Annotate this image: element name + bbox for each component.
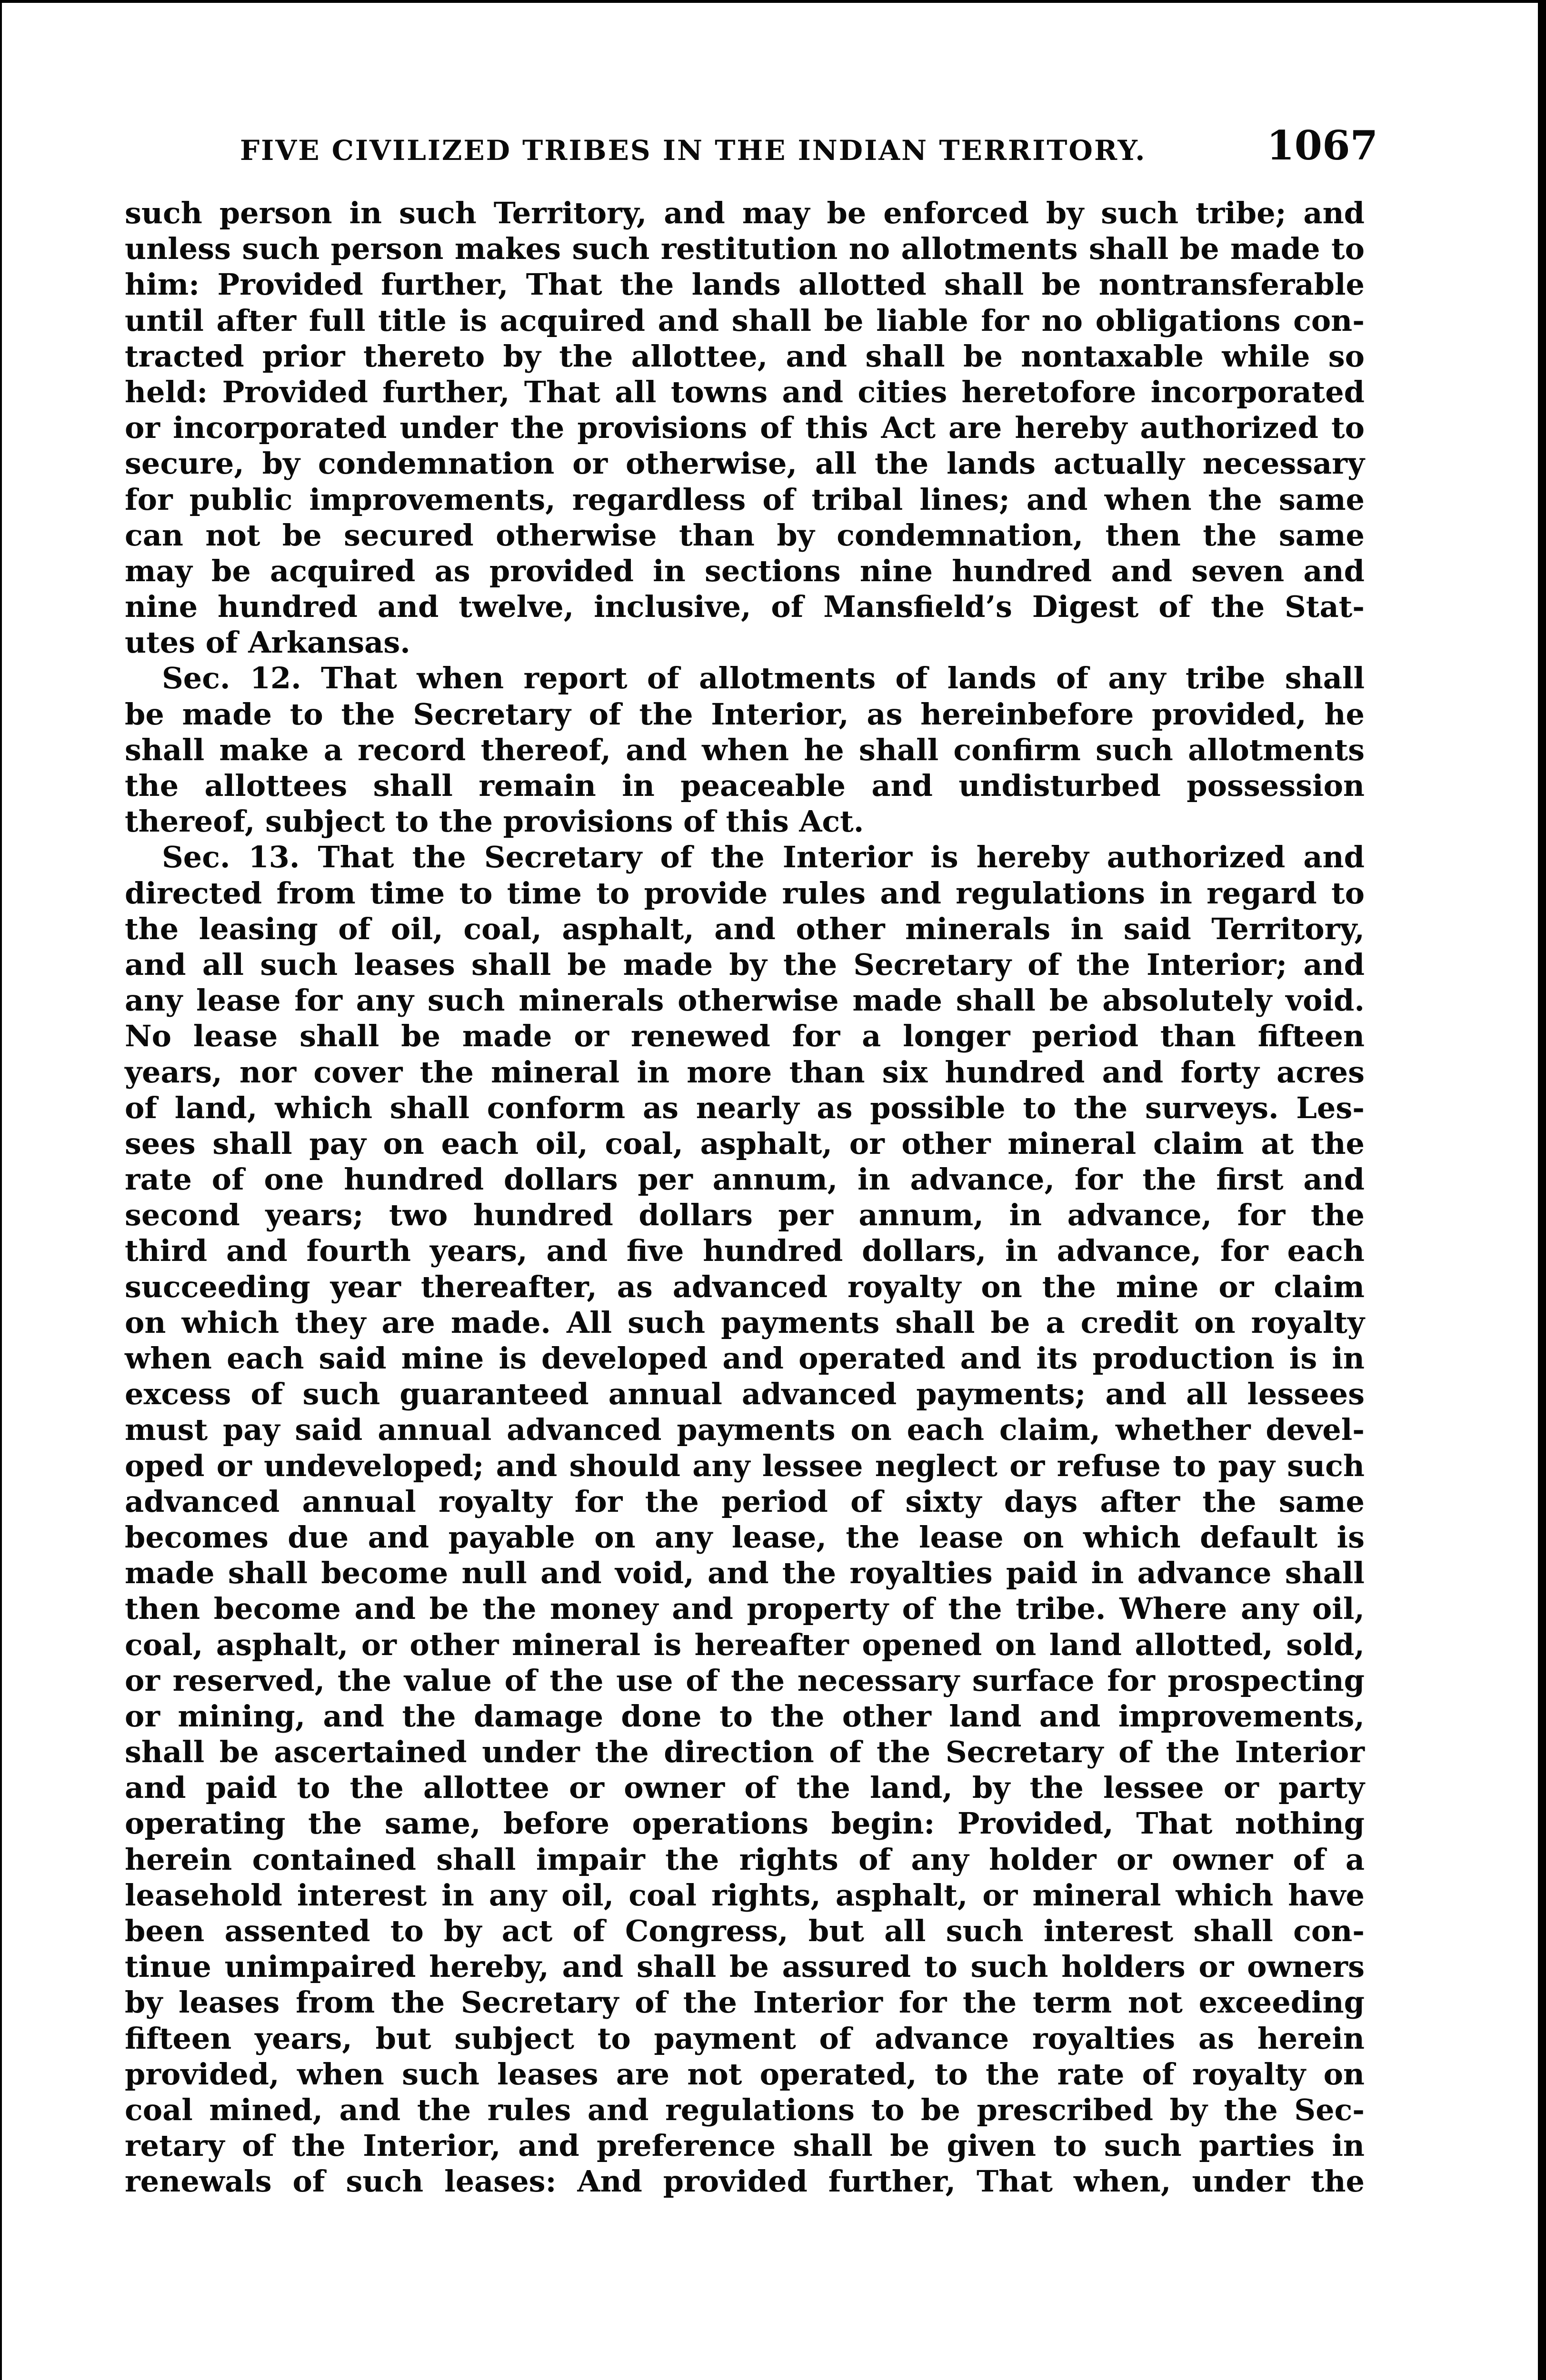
text-line: or mining, and the damage done to the other land and improvements, — [125, 1698, 1365, 1734]
text-line: coal, asphalt, or other mineral is hereafter opened on land allotted, sold, — [125, 1627, 1365, 1662]
text-line: becomes due and payable on any lease, the lease on which default is — [125, 1519, 1365, 1555]
text-line: until after full title is acquired and shall be liable for no obligations con- — [125, 303, 1365, 338]
text-line: been assented to by act of Congress, but all such interest shall con- — [125, 1914, 1365, 1948]
text-line: shall make a record thereof, and when he shall confirm such allotments — [125, 732, 1365, 767]
text-line: coal mined, and the rules and regulations to be prescribed by the Sec- — [125, 2092, 1365, 2127]
document-page — [2, 3, 1538, 2380]
text-line: years, nor cover the mineral in more than six hundred and forty acres — [125, 1054, 1365, 1090]
text-line: the leasing of oil, coal, asphalt, and other minerals in said Territory, — [125, 911, 1365, 946]
text-line: third and fourth years, and five hundred dollars, in advance, for each — [125, 1233, 1365, 1269]
text-line: may be acquired as provided in sections nine hundred and seven and — [125, 553, 1365, 588]
page-number: 1067 — [1267, 122, 1378, 169]
text-line: any lease for any such minerals otherwise made shall be absolutely void. — [125, 983, 1365, 1018]
text-line: Sec. 12. That when report of allotments of lands of any tribe shall — [162, 661, 1365, 696]
text-line: such person in such Territory, and may be enforced by such tribe; and — [125, 196, 1365, 230]
text-line: and paid to the allottee or owner of the land, by the lessee or party — [125, 1770, 1365, 1805]
text-line: nine hundred and twelve, inclusive, of Mansfield’s Digest of the Stat- — [125, 589, 1365, 625]
text-line: thereof, subject to the provisions of this Act. — [125, 804, 864, 839]
text-line: by leases from the Secretary of the Interior for the term not exceeding — [125, 1985, 1365, 2020]
text-line: or incorporated under the provisions of this Act are hereby authorized to — [125, 410, 1365, 446]
text-line: tracted prior thereto by the allottee, and shall be nontaxable while so — [125, 338, 1365, 374]
text-line: operating the same, before operations begin: Provided, That nothing — [125, 1806, 1365, 1841]
text-line: herein contained shall impair the rights of any holder or owner of a — [125, 1842, 1365, 1877]
text-line: made shall become null and void, and the royalties paid in advance shall — [125, 1556, 1365, 1591]
text-line: or reserved, the value of the use of the necessary surface for prospecting — [125, 1663, 1365, 1698]
text-line: the allottees shall remain in peaceable and undisturbed possession — [125, 768, 1365, 803]
text-line: for public improvements, regardless of tribal lines; and when the same — [125, 482, 1365, 517]
text-line: renewals of such leases: And provided further, That when, under the — [125, 2164, 1365, 2199]
text-line: and all such leases shall be made by the Secretary of the Interior; and — [125, 947, 1365, 982]
text-line: him: Provided further, That the lands allotted shall be nontransferable — [125, 267, 1365, 302]
text-line: utes of Arkansas. — [125, 625, 410, 660]
text-line: directed from time to time to provide rules and regulations in regard to — [125, 875, 1365, 911]
body-text — [125, 195, 1365, 2200]
text-line: oped or undeveloped; and should any lessee neglect or refuse to pay such — [125, 1448, 1365, 1483]
text-line: on which they are made. All such payments shall be a credit on royalty — [125, 1305, 1365, 1340]
text-line: then become and be the money and property of the tribe. Where any oil, — [125, 1591, 1365, 1626]
text-line: must pay said annual advanced payments on each claim, whether devel- — [125, 1412, 1365, 1448]
text-line: excess of such guaranteed annual advanced payments; and all lessees — [125, 1377, 1365, 1412]
text-line: sees shall pay on each oil, coal, asphalt, or other mineral claim at the — [125, 1126, 1365, 1161]
text-line: be made to the Secretary of the Interior, as hereinbefore provided, he — [125, 696, 1365, 732]
text-line: rate of one hundred dollars per annum, in advance, for the first and — [125, 1162, 1365, 1197]
text-line: retary of the Interior, and preference shall be given to such parties in — [125, 2128, 1365, 2163]
text-line: leasehold interest in any oil, coal rights, asphalt, or mineral which have — [125, 1877, 1365, 1913]
page-header — [192, 122, 1378, 169]
text-line: of land, which shall conform as nearly as possible to the surveys. Les- — [125, 1090, 1365, 1125]
text-line: Sec. 13. That the Secretary of the Interior is hereby authorized and — [162, 840, 1365, 875]
text-line: can not be secured otherwise than by condemnation, then the same — [125, 517, 1365, 553]
text-line: tinue unimpaired hereby, and shall be assured to such holders or owners — [125, 1949, 1365, 1984]
text-line: second years; two hundred dollars per annum, in advance, for the — [125, 1198, 1365, 1233]
text-line: succeeding year thereafter, as advanced royalty on the mine or claim — [125, 1269, 1365, 1304]
text-line: provided, when such leases are not operated, to the rate of royalty on — [125, 2056, 1365, 2092]
text-line: unless such person makes such restitution no allotments shall be made to — [125, 231, 1365, 267]
text-line: No lease shall be made or renewed for a longer period than fifteen — [125, 1019, 1365, 1054]
text-line: shall be ascertained under the direction of the Secretary of the Interior — [125, 1735, 1365, 1770]
text-line: fifteen years, but subject to payment of advance royalties as herein — [125, 2021, 1365, 2056]
text-line: secure, by condemnation or otherwise, all the lands actually necessary — [125, 446, 1365, 481]
text-line: when each said mine is developed and operated and its production is in — [125, 1341, 1365, 1376]
text-line: held: Provided further, That all towns and cities heretofore incorporated — [125, 374, 1365, 409]
running-head: FIVE CIVILIZED TRIBES IN THE INDIAN TERRITORY. — [240, 134, 1147, 167]
text-line: advanced annual royalty for the period of sixty days after the same — [125, 1484, 1365, 1519]
